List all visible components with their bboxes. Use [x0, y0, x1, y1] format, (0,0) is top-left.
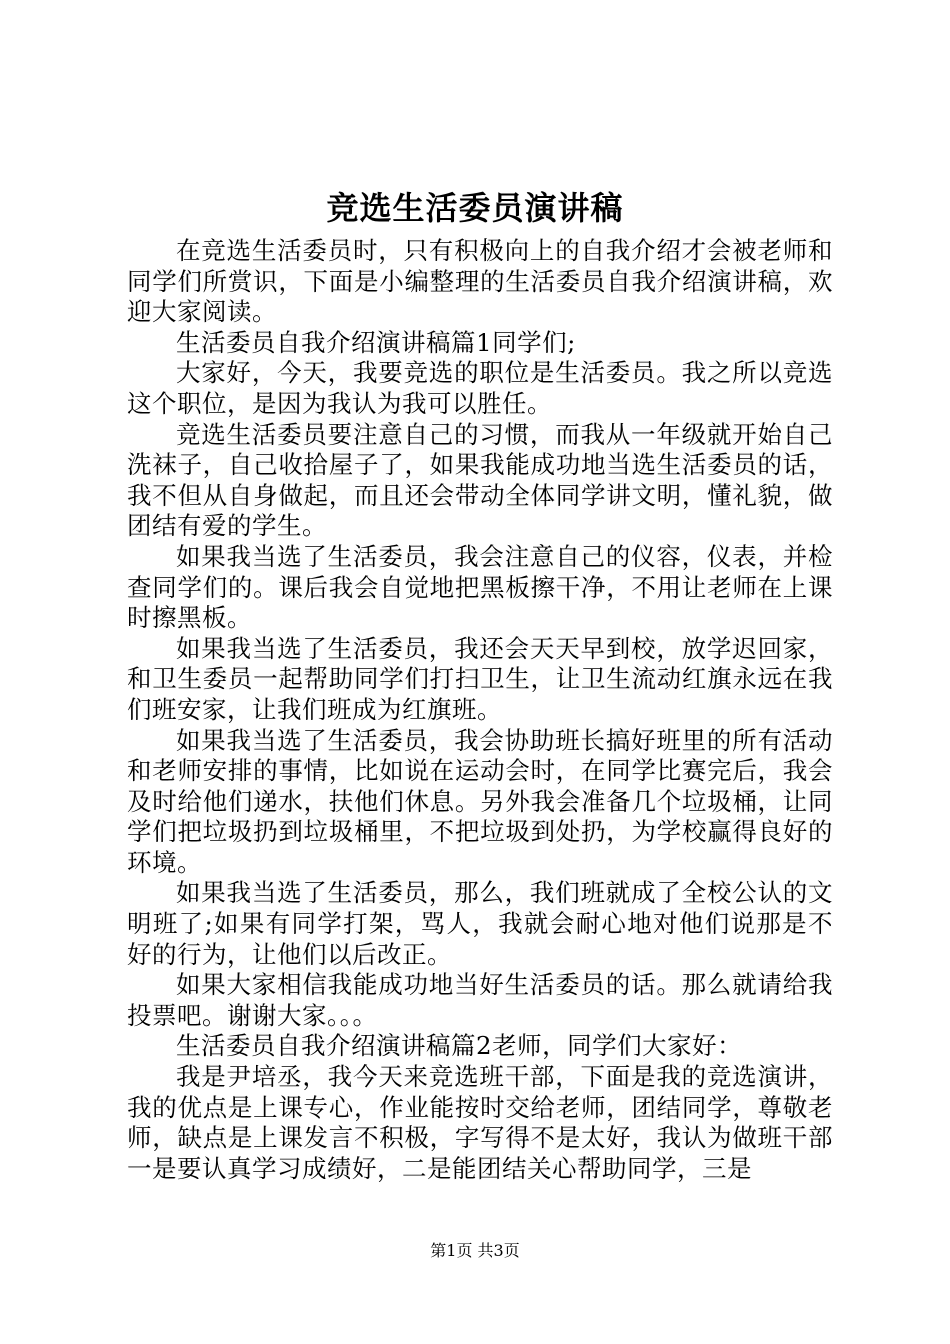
paragraph: 如果大家相信我能成功地当好生活委员的话。那么就请给我投票吧。谢谢大家。。。: [127, 970, 833, 1030]
document-title: 竞选生活委员演讲稿: [326, 189, 624, 227]
paragraph: 如果我当选了生活委员，那么，我们班就成了全校公认的文明班了;如果有同学打架，骂人，我就会耐心地对他们说那是不好的行为，让他们以后改正。: [127, 878, 833, 969]
paragraph: 如果我当选了生活委员，我会协助班长搞好班里的所有活动和老师安排的事情，比如说在运动会时，在同学比赛完后，我会及时给他们递水，扶他们休息。另外我会准备几个垃圾桶，让同学们把垃圾扔到垃圾桶里，不把垃圾到处扔，为学校赢得良好的环境。: [127, 725, 833, 877]
paragraph: 在竞选生活委员时，只有积极向上的自我介绍才会被老师和同学们所赏识，下面是小编整理的生活委员自我介绍演讲稿，欢迎大家阅读。: [127, 236, 833, 327]
paragraph: 生活委员自我介绍演讲稿篇1同学们;: [176, 327, 576, 357]
paragraph: 如果我当选了生活委员，我会注意自己的仪容，仪表，并检查同学们的。课后我会自觉地把黑板擦干净，不用让老师在上课时擦黑板。: [127, 541, 833, 633]
paragraph: 我是尹培丞，我今天来竞选班干部，下面是我的竞选演讲，我的优点是上课专心，作业能按时交给老师，团结同学，尊敬老师，缺点是上课发言不积极，字写得不是太好，我认为做班干部一是要认真学习成绩好，二是能团结关心帮助同学，三是: [127, 1062, 833, 1183]
paragraph: 如果我当选了生活委员，我还会天天早到校，放学迟回家，和卫生委员一起帮助同学们打扫卫生，让卫生流动红旗永远在我们班安家，让我们班成为红旗班。: [127, 633, 833, 724]
page-footer: 第1页 共3页: [430, 1241, 520, 1260]
paragraph: 大家好，今天，我要竞选的职位是生活委员。我之所以竞选这个职位，是因为我认为我可以胜任。: [127, 358, 833, 418]
paragraph: 生活委员自我介绍演讲稿篇2老师，同学们大家好：: [176, 1031, 743, 1061]
paragraph: 竞选生活委员要注意自己的习惯，而我从一年级就开始自己洗袜子，自己收拾屋子了，如果我能成功地当选生活委员的话，我不但从自身做起，而且还会带动全体同学讲文明，懂礼貌，做团结有爱的学生。: [127, 419, 833, 541]
document-body: [127, 236, 833, 1184]
